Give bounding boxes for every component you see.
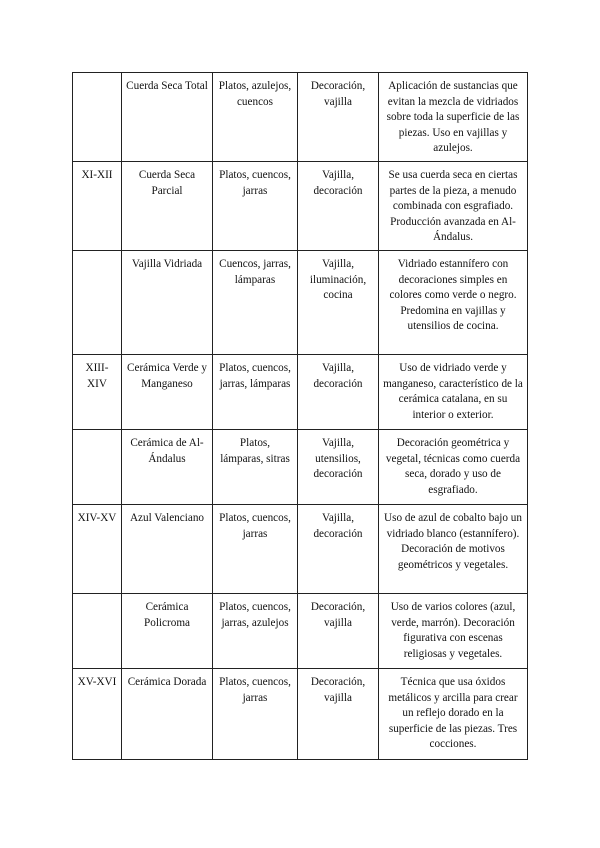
pieces-cell: Cuencos, jarras, lámparas xyxy=(213,250,298,354)
use-cell: Vajilla, decoración xyxy=(298,162,379,251)
period-cell: XV-XVI xyxy=(73,668,122,759)
ceramics-table xyxy=(72,72,528,760)
table-row xyxy=(73,250,528,354)
period-cell xyxy=(73,73,122,162)
type-cell: Vajilla Vidriada xyxy=(122,250,213,354)
table-row xyxy=(73,429,528,504)
type-cell: Cuerda Seca Parcial xyxy=(122,162,213,251)
description-cell: Se usa cuerda seca en ciertas partes de la pieza, a menudo combinada con esgrafiado. Producción avanzada en Al-Ándalus. xyxy=(379,162,528,251)
type-cell: Cuerda Seca Total xyxy=(122,73,213,162)
table-row xyxy=(73,668,528,759)
period-cell xyxy=(73,593,122,668)
description-cell: Técnica que usa óxidos metálicos y arcilla para crear un reflejo dorado en la superficie de las piezas. Tres cocciones. xyxy=(379,668,528,759)
description-cell: Uso de azul de cobalto bajo un vidriado blanco (estannífero). Decoración de motivos geométricos y vegetales. xyxy=(379,504,528,593)
table-row xyxy=(73,504,528,593)
table-row xyxy=(73,73,528,162)
type-cell: Cerámica Verde y Manganeso xyxy=(122,354,213,429)
description-cell: Vidriado estannífero con decoraciones simples en colores como verde o negro. Predomina en vajillas y utensilios de cocina. xyxy=(379,250,528,354)
pieces-cell: Platos, cuencos, jarras xyxy=(213,504,298,593)
pieces-cell: Platos, lámparas, sitras xyxy=(213,429,298,504)
table-row xyxy=(73,593,528,668)
description-cell: Aplicación de sustancias que evitan la mezcla de vidriados sobre toda la superficie de las piezas. Uso en vajillas y azulejos. xyxy=(379,73,528,162)
use-cell: Decoración, vajilla xyxy=(298,73,379,162)
pieces-cell: Platos, cuencos, jarras, azulejos xyxy=(213,593,298,668)
use-cell: Decoración, vajilla xyxy=(298,593,379,668)
period-cell xyxy=(73,250,122,354)
use-cell: Vajilla, iluminación, cocina xyxy=(298,250,379,354)
period-cell xyxy=(73,429,122,504)
table-row xyxy=(73,354,528,429)
description-cell: Uso de vidriado verde y manganeso, característico de la cerámica catalana, en su interior o exterior. xyxy=(379,354,528,429)
table-row xyxy=(73,162,528,251)
period-cell: XI-XII xyxy=(73,162,122,251)
type-cell: Azul Valenciano xyxy=(122,504,213,593)
type-cell: Cerámica de Al-Ándalus xyxy=(122,429,213,504)
pieces-cell: Platos, cuencos, jarras, lámparas xyxy=(213,354,298,429)
type-cell: Cerámica Policroma xyxy=(122,593,213,668)
description-cell: Decoración geométrica y vegetal, técnicas como cuerda seca, dorado y uso de esgrafiado. xyxy=(379,429,528,504)
pieces-cell: Platos, cuencos, jarras xyxy=(213,162,298,251)
use-cell: Vajilla, decoración xyxy=(298,354,379,429)
period-cell: XIV-XV xyxy=(73,504,122,593)
table-body xyxy=(73,73,528,760)
use-cell: Decoración, vajilla xyxy=(298,668,379,759)
description-cell: Uso de varios colores (azul, verde, marrón). Decoración figurativa con escenas religiosas y vegetales. xyxy=(379,593,528,668)
pieces-cell: Platos, cuencos, jarras xyxy=(213,668,298,759)
use-cell: Vajilla, decoración xyxy=(298,504,379,593)
period-cell: XIII-XIV xyxy=(73,354,122,429)
use-cell: Vajilla, utensilios, decoración xyxy=(298,429,379,504)
pieces-cell: Platos, azulejos, cuencos xyxy=(213,73,298,162)
type-cell: Cerámica Dorada xyxy=(122,668,213,759)
